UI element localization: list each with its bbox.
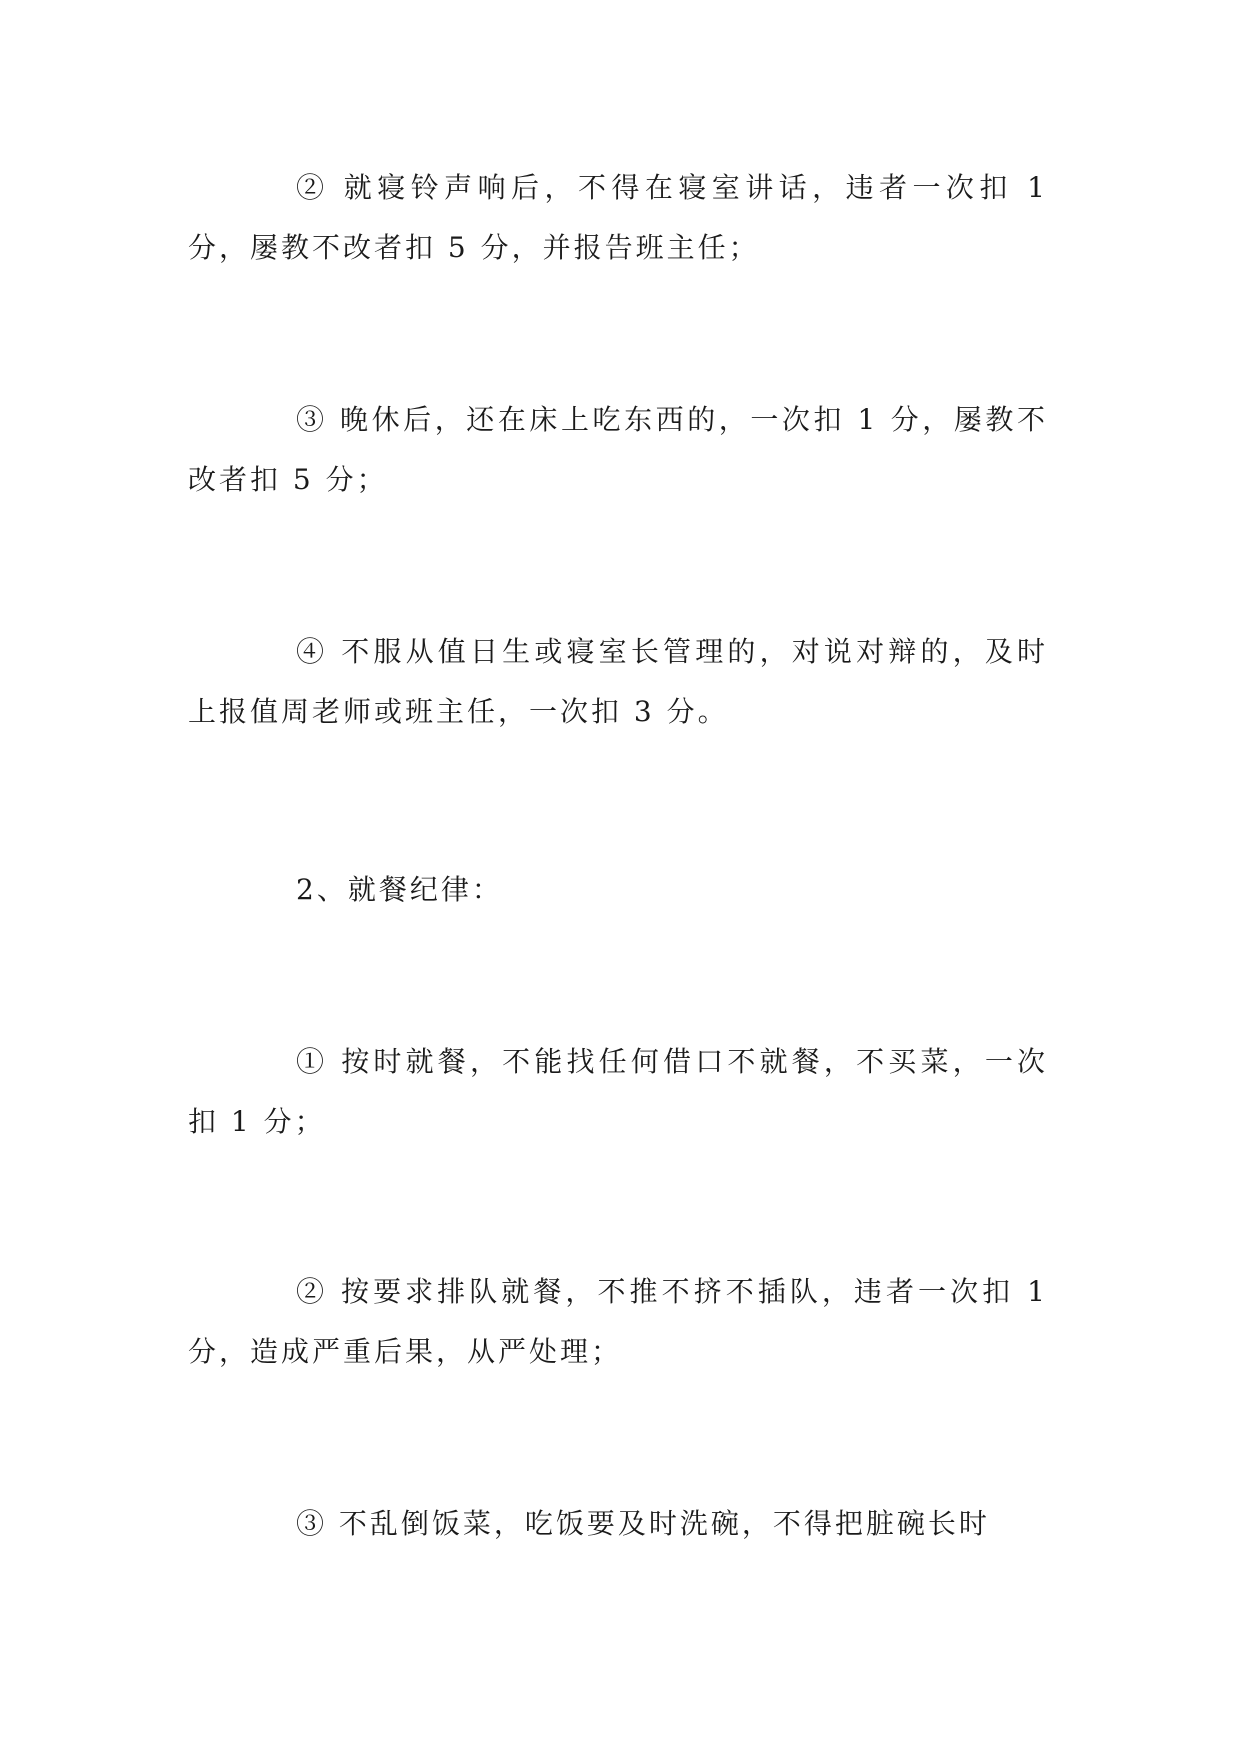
- paragraph-rule-dining-2: ② 按要求排队就餐，不推不挤不插队，违者一次扣 1 分，造成严重后果，从严处理；: [188, 1275, 1048, 1368]
- paragraph-rule-dining-1: ① 按时就餐，不能找任何借口不就餐，不买菜，一次扣 1 分；: [188, 1045, 1048, 1138]
- paragraph-rule-dorm-4: ④ 不服从值日生或寝室长管理的，对说对辩的，及时上报值周老师或班主任，一次扣 3 分。: [188, 635, 1048, 728]
- paragraph-rule-dorm-2: ② 就寝铃声响后，不得在寝室讲话，违者一次扣 1 分，屡教不改者扣 5 分，并报告班主任；: [188, 171, 1048, 264]
- paragraph-rule-dorm-3: ③ 晚休后，还在床上吃东西的，一次扣 1 分，屡教不改者扣 5 分；: [188, 403, 1048, 496]
- paragraph-rule-dining-3: ③ 不乱倒饭菜，吃饭要及时洗碗，不得把脏碗长时: [296, 1507, 990, 1540]
- section-heading-dining: 2、就餐纪律：: [296, 873, 503, 906]
